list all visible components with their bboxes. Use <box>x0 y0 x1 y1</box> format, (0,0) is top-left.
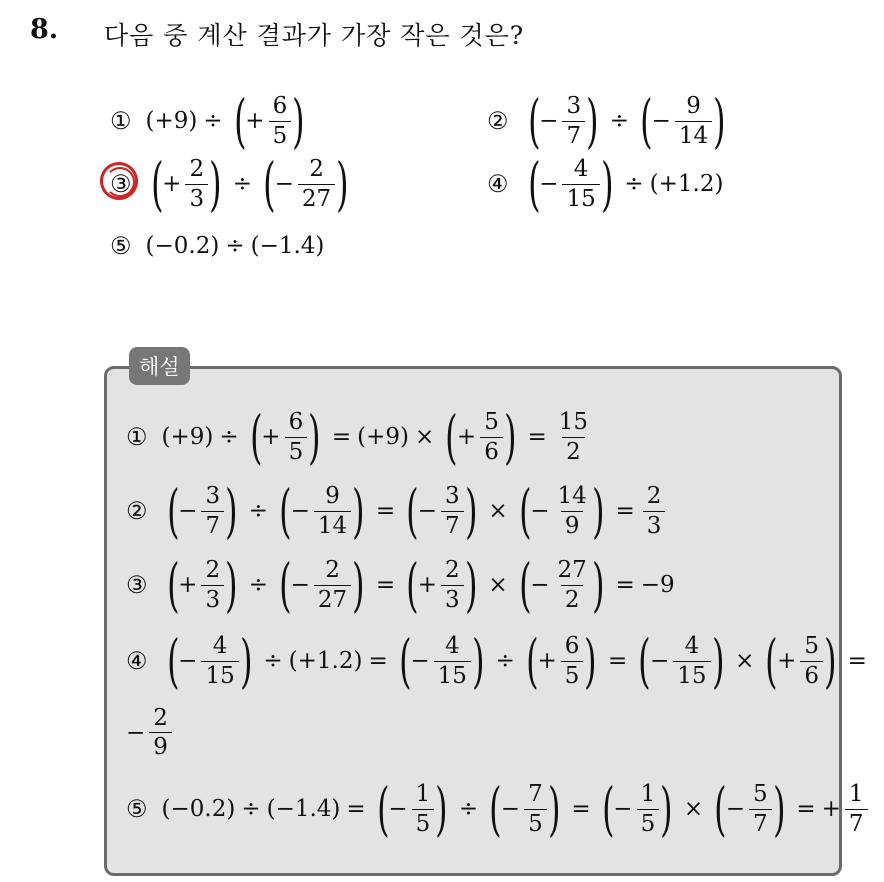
denominator: 27 <box>314 585 351 612</box>
right-paren: ) <box>547 775 561 843</box>
fraction-group <box>245 403 326 471</box>
left-paren: ( <box>638 627 651 695</box>
denominator: 3 <box>441 585 464 612</box>
numerator: 4 <box>444 633 460 660</box>
fraction-group <box>258 150 354 218</box>
fraction <box>675 94 712 147</box>
operator: = <box>375 572 396 598</box>
solution-tag: 해설 <box>129 347 190 385</box>
denominator: 5 <box>269 121 292 148</box>
left-paren: ( <box>525 627 539 695</box>
sign: − <box>126 719 146 746</box>
fraction <box>185 157 208 210</box>
fraction-group <box>401 477 482 545</box>
numerator: 7 <box>528 781 543 808</box>
item-number: ① <box>126 423 148 451</box>
numerator: 6 <box>288 409 304 436</box>
operator: × <box>415 424 435 450</box>
right-paren: ) <box>435 775 448 843</box>
numerator: 4 <box>212 633 228 660</box>
denominator: 6 <box>800 661 823 688</box>
right-paren: ) <box>713 87 726 155</box>
divide-sign: ÷ <box>609 108 629 134</box>
fraction <box>441 484 464 537</box>
denominator: 5 <box>524 809 547 836</box>
divide-sign: ÷ <box>232 171 252 197</box>
sign: − <box>613 796 633 822</box>
fraction <box>314 484 351 537</box>
fraction <box>561 634 584 687</box>
numerator: 3 <box>445 483 460 510</box>
right-paren: ) <box>464 477 478 545</box>
left-paren: ( <box>406 477 419 545</box>
denominator: 5 <box>637 809 660 836</box>
solution-row-5 <box>126 775 870 843</box>
fraction-group <box>440 403 521 471</box>
right-paren: ) <box>352 551 365 619</box>
denominator: 3 <box>185 184 208 211</box>
right-paren: ) <box>225 477 238 545</box>
math-term: −9 <box>640 572 675 598</box>
denominator: 5 <box>285 437 308 464</box>
numerator: 2 <box>205 557 221 584</box>
choice-1[interactable] <box>110 87 310 155</box>
fraction-group <box>523 87 604 155</box>
numerator: 6 <box>564 633 580 660</box>
fraction <box>149 706 172 759</box>
left-paren: ( <box>279 551 292 619</box>
left-paren: ( <box>489 775 502 843</box>
operator: ÷ <box>248 498 268 524</box>
numerator: 2 <box>153 705 168 731</box>
operand: (+9) <box>145 108 198 134</box>
denominator: 15 <box>673 661 710 688</box>
fraction-group <box>372 775 453 843</box>
denominator: 2 <box>561 585 584 612</box>
fraction <box>480 410 503 463</box>
sign: + <box>162 171 182 197</box>
fraction <box>673 634 710 687</box>
fraction-group <box>514 551 610 619</box>
operator: ÷ <box>495 648 515 674</box>
fraction-group <box>597 775 678 843</box>
sign: − <box>649 648 670 674</box>
fraction <box>314 558 351 611</box>
numerator: 1 <box>848 781 864 808</box>
sign: + <box>245 108 265 134</box>
denominator: 7 <box>201 511 224 538</box>
fraction <box>298 157 335 210</box>
math-term: (+9) <box>357 424 409 450</box>
numerator: 2 <box>445 557 460 584</box>
item-number: ③ <box>126 571 148 599</box>
fraction <box>554 558 591 611</box>
choice-4[interactable] <box>487 150 724 218</box>
operator: × <box>488 572 508 598</box>
numerator: 14 <box>557 483 587 510</box>
fraction-group <box>401 551 482 619</box>
solution-row-3 <box>126 551 675 619</box>
fraction <box>201 634 238 687</box>
left-paren: ( <box>263 150 276 218</box>
fraction-group <box>484 775 565 843</box>
fraction-group <box>162 477 243 545</box>
choice-5[interactable] <box>110 232 324 260</box>
denominator: 3 <box>201 585 224 612</box>
left-paren: ( <box>376 775 390 843</box>
fraction <box>412 782 435 835</box>
sign: − <box>725 796 746 822</box>
left-paren: ( <box>527 87 541 155</box>
numerator: 2 <box>646 483 662 510</box>
operator: = <box>331 424 352 450</box>
right-paren: ) <box>711 627 725 695</box>
left-paren: ( <box>445 403 458 471</box>
left-paren: ( <box>518 551 532 619</box>
denominator: 5 <box>412 809 435 836</box>
numerator: 2 <box>325 557 340 584</box>
denominator: 14 <box>314 511 351 538</box>
right-paren: ) <box>772 775 786 843</box>
fraction <box>524 782 547 835</box>
right-paren: ) <box>472 627 485 695</box>
right-paren: ) <box>591 551 605 619</box>
operator: × <box>488 498 508 524</box>
operator: × <box>735 648 755 674</box>
sign: − <box>178 498 198 524</box>
right-paren: ) <box>209 150 222 218</box>
math-term: (+9) <box>161 424 214 450</box>
right-paren: ) <box>586 87 599 155</box>
fraction <box>201 484 224 537</box>
denominator: 2 <box>562 437 585 464</box>
denominator: 9 <box>149 732 172 759</box>
divide-sign: ÷ <box>203 108 223 134</box>
sign: − <box>388 796 408 822</box>
fraction <box>800 634 823 687</box>
operator: = <box>796 796 816 822</box>
sign: − <box>651 108 671 134</box>
operator: = <box>615 498 635 524</box>
denominator: 9 <box>561 511 584 538</box>
solution-row-2 <box>126 477 667 545</box>
operator: = <box>368 648 388 674</box>
fraction <box>562 94 585 147</box>
fraction-group <box>146 150 227 218</box>
numerator: 4 <box>684 633 700 660</box>
sign: + <box>261 424 281 450</box>
sign: − <box>530 572 550 598</box>
sign: + <box>821 796 841 822</box>
numerator: 1 <box>640 781 656 808</box>
right-paren: ) <box>503 403 517 471</box>
item-number: ④ <box>126 647 148 675</box>
right-paren: ) <box>352 477 365 545</box>
left-paren: ( <box>279 477 292 545</box>
numerator: 1 <box>415 781 431 808</box>
numerator: 2 <box>189 156 205 183</box>
fraction-group <box>274 551 370 619</box>
right-paren: ) <box>600 150 614 218</box>
operand: (+1.2) <box>649 171 724 197</box>
denominator: 7 <box>441 511 464 538</box>
choice-number: ③ <box>110 170 132 198</box>
fraction-group <box>274 477 370 545</box>
sign: + <box>456 424 477 450</box>
denominator: 15 <box>434 661 471 688</box>
right-paren: ) <box>336 150 349 218</box>
operator: = <box>527 424 547 450</box>
fraction <box>554 484 591 537</box>
sign: + <box>178 572 198 598</box>
choice-number: ② <box>487 107 509 135</box>
denominator: 6 <box>480 437 503 464</box>
operator: = <box>615 572 635 598</box>
operator: ÷ <box>458 796 479 822</box>
sign: + <box>777 648 797 674</box>
operand: (−0.2) <box>145 233 220 259</box>
fraction <box>643 484 666 537</box>
numerator: 3 <box>205 483 221 510</box>
operator: × <box>683 796 704 822</box>
sign: − <box>500 796 521 822</box>
solution-row-4-result <box>126 706 174 759</box>
choice-number: ⑤ <box>110 232 132 260</box>
numerator: 3 <box>566 93 582 120</box>
math-term: (−0.2) <box>161 796 236 822</box>
divide-sign: ÷ <box>225 233 245 259</box>
right-paren: ) <box>225 551 238 619</box>
numerator: 5 <box>484 409 499 436</box>
choice-number: ④ <box>487 170 509 198</box>
fraction-group <box>760 627 841 695</box>
sign: + <box>417 572 438 598</box>
choice-2[interactable] <box>487 87 731 155</box>
numerator: 9 <box>325 483 340 510</box>
sign: − <box>530 498 550 524</box>
right-paren: ) <box>584 627 597 695</box>
fraction <box>434 634 471 687</box>
left-paren: ( <box>518 477 532 545</box>
right-paren: ) <box>464 551 478 619</box>
left-paren: ( <box>166 551 180 619</box>
left-paren: ( <box>398 627 412 695</box>
fraction <box>269 94 292 147</box>
numerator: 4 <box>573 156 589 183</box>
denominator: 7 <box>562 121 585 148</box>
operator: = <box>346 796 366 822</box>
question-text: 다음 중 계산 결과가 가장 작은 것은? <box>104 21 525 50</box>
left-paren: ( <box>601 775 615 843</box>
sign: − <box>539 171 559 197</box>
left-paren: ( <box>166 627 180 695</box>
denominator: 3 <box>643 511 666 538</box>
numerator: 5 <box>753 781 768 808</box>
fraction-group <box>633 627 729 695</box>
left-paren: ( <box>640 87 653 155</box>
right-paren: ) <box>591 477 605 545</box>
right-paren: ) <box>239 627 253 695</box>
left-paren: ( <box>150 150 164 218</box>
left-paren: ( <box>765 627 778 695</box>
denominator: 7 <box>749 809 772 836</box>
choice-number: ① <box>110 107 132 135</box>
numerator: 15 <box>558 409 589 436</box>
sign: − <box>290 498 310 524</box>
operator: ÷ <box>219 424 239 450</box>
left-paren: ( <box>166 477 180 545</box>
solution-row-1 <box>126 403 594 471</box>
denominator: 15 <box>562 184 599 211</box>
right-paren: ) <box>660 775 673 843</box>
operator: ÷ <box>241 796 261 822</box>
math-term: (+1.2) <box>288 648 363 674</box>
left-paren: ( <box>249 403 263 471</box>
right-paren: ) <box>308 403 321 471</box>
denominator: 5 <box>561 661 584 688</box>
operator: ÷ <box>248 572 268 598</box>
numerator: 9 <box>686 93 701 120</box>
sign: − <box>274 171 294 197</box>
sign: − <box>178 648 198 674</box>
fraction <box>562 157 599 210</box>
operator: = <box>608 648 628 674</box>
sign: − <box>410 648 430 674</box>
sign: − <box>290 572 310 598</box>
fraction <box>285 410 308 463</box>
fraction-group <box>514 477 610 545</box>
fraction-group <box>523 150 619 218</box>
left-paren: ( <box>406 551 419 619</box>
sign: − <box>417 498 438 524</box>
operator: = <box>375 498 396 524</box>
numerator: 27 <box>557 557 587 584</box>
denominator: 15 <box>201 661 238 688</box>
fraction <box>749 782 772 835</box>
operator: = <box>847 648 867 674</box>
item-number: ② <box>126 497 148 525</box>
fraction <box>845 782 868 835</box>
numerator: 5 <box>804 633 820 660</box>
left-paren: ( <box>233 87 247 155</box>
fraction <box>441 558 464 611</box>
fraction-group <box>635 87 731 155</box>
numerator: 2 <box>309 156 324 183</box>
operator: ÷ <box>263 648 283 674</box>
solution-row-4 <box>126 627 873 695</box>
choice-3[interactable] <box>110 150 354 218</box>
sign: + <box>537 648 557 674</box>
sign: − <box>539 108 559 134</box>
right-paren: ) <box>824 627 837 695</box>
math-term: (−1.4) <box>266 796 341 822</box>
fraction-group <box>162 627 258 695</box>
numerator: 6 <box>272 93 288 120</box>
left-paren: ( <box>527 150 541 218</box>
denominator: 14 <box>675 121 712 148</box>
divide-sign: ÷ <box>624 171 644 197</box>
denominator: 7 <box>845 809 868 836</box>
fraction <box>201 558 224 611</box>
fraction-group <box>229 87 310 155</box>
item-number: ⑤ <box>126 795 148 823</box>
fraction-group <box>521 627 602 695</box>
operator: = <box>571 796 591 822</box>
fraction <box>555 410 592 463</box>
left-paren: ( <box>714 775 727 843</box>
fraction-group <box>709 775 790 843</box>
fraction-group <box>394 627 490 695</box>
operand: (−1.4) <box>250 233 325 259</box>
fraction <box>637 782 660 835</box>
right-paren: ) <box>292 87 305 155</box>
question-number: 8. <box>30 14 59 45</box>
fraction-group <box>162 551 243 619</box>
denominator: 27 <box>298 184 335 211</box>
